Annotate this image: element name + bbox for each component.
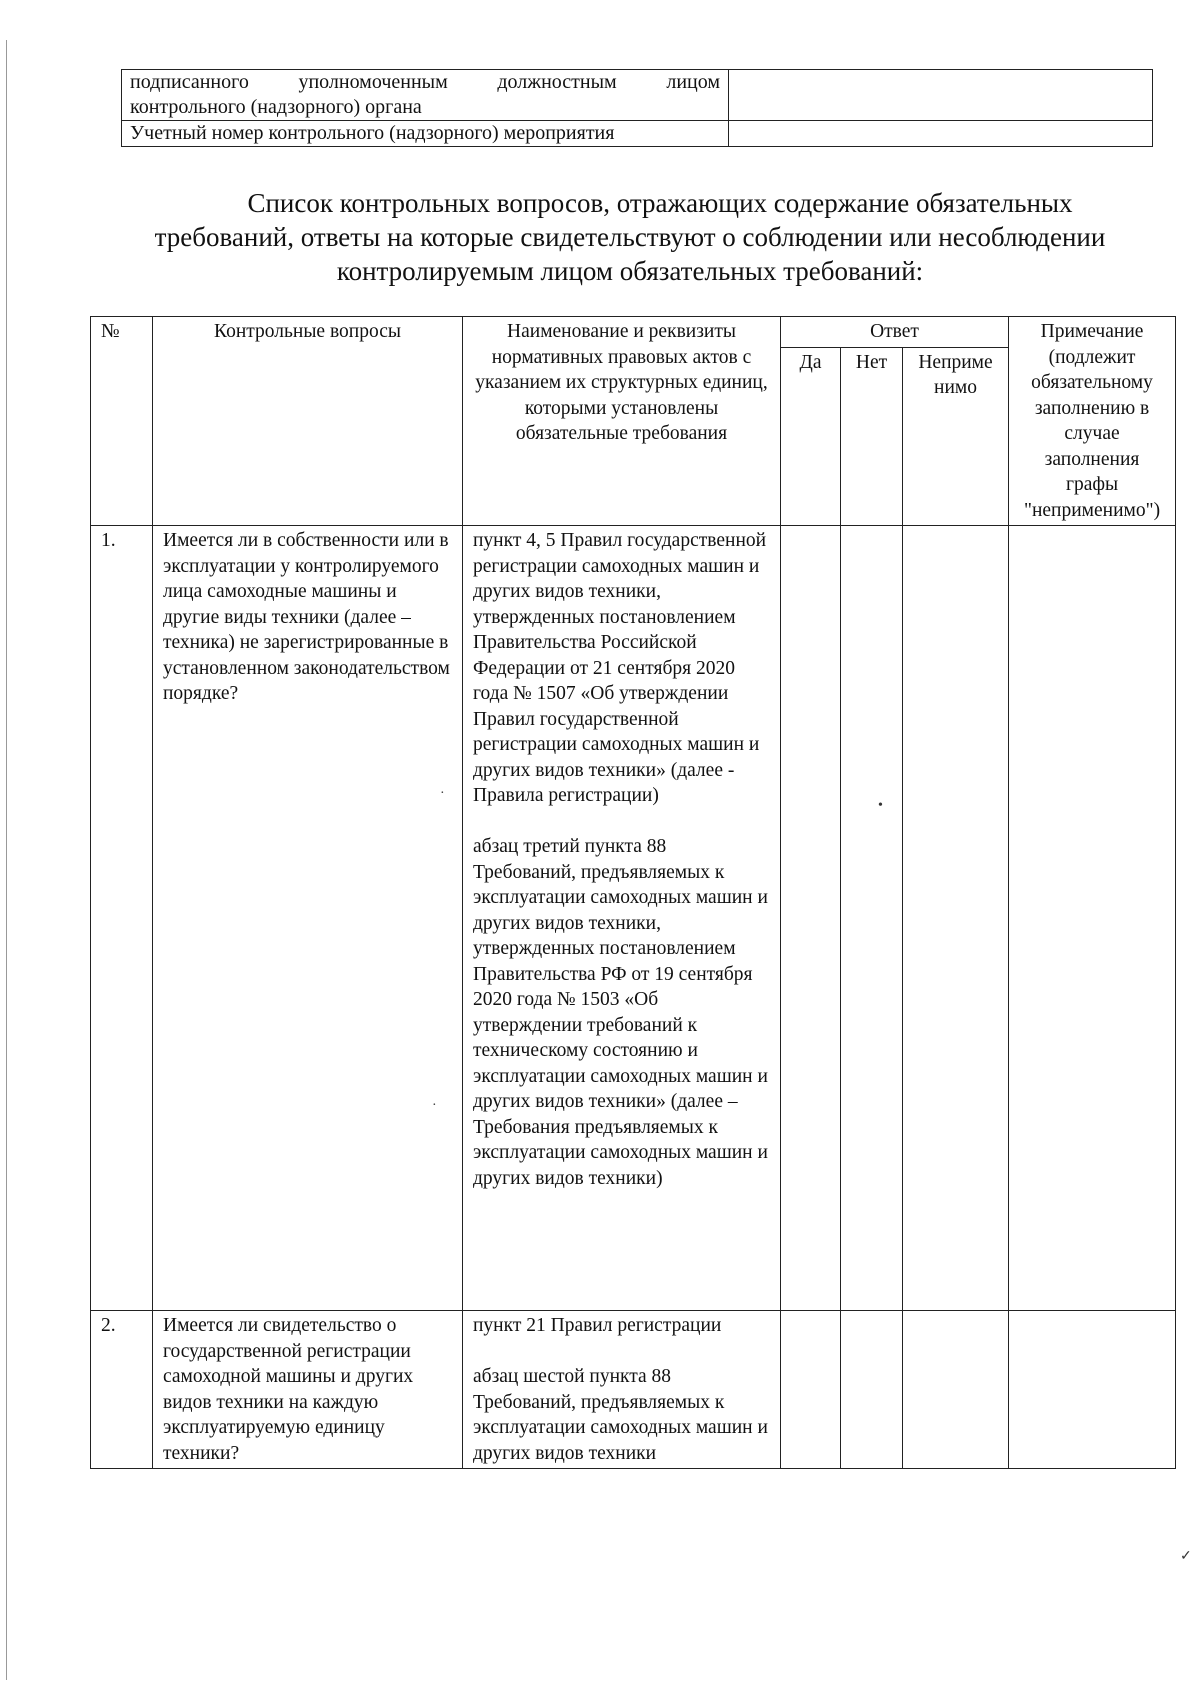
row-acts: пункт 4, 5 Правил государственной регистрации самоходных машин и других видов техники, утвержденных постановлением Правительства Российской Федерации от 21 сентября 2020 года № 1507 «Об утверждении Правил государственной регистрации самоходных машин и других видов техники» (далее - Правила регистрации) абзац третий пункта 88 Требований, предъявляемых к эксплуатации самоходных машин и других видов техники, утвержденных постановлением Правительства РФ от 19 сентября 2020 года № 1503 «Об утверждении требований к техническому состоянию и эксплуатации самоходных машин и других видов техники» (далее – Требования предъявляемых к эксплуатации самоходных машин и других видов техники) <box>463 526 781 1311</box>
scan-speck: ✓ <box>1180 1549 1192 1564</box>
table-row <box>122 70 1153 121</box>
record-value-cell <box>729 121 1153 147</box>
scan-speck: · <box>440 786 445 801</box>
answer-na-cell[interactable] <box>903 526 1009 1311</box>
scan-speck: • <box>878 798 883 813</box>
header-na: Неприме нимо <box>903 347 1009 526</box>
answer-yes-cell[interactable] <box>781 526 841 1311</box>
record-label-cell <box>122 70 729 121</box>
header-no: Нет <box>841 347 903 526</box>
checklist-table <box>90 316 1176 1469</box>
answer-no-cell[interactable] <box>841 526 903 1311</box>
header-note: Примечание (подлежит обязательному заполнению в случае заполнения графы "неприменимо") <box>1009 317 1176 526</box>
row-number: 2. <box>91 1311 153 1469</box>
table-row <box>91 1311 1176 1469</box>
header-row <box>91 317 1176 348</box>
scan-speck: · <box>432 1098 437 1113</box>
header-questions: Контрольные вопросы <box>153 317 463 526</box>
record-label-line: подписанного уполномоченным должностным лицом <box>130 71 720 93</box>
record-info-table <box>121 69 1153 147</box>
title-line: Список контрольных вопросов, отражающих содержание обязательных <box>247 188 1073 218</box>
title-line: контролируемым лицом обязательных требований: <box>336 256 924 286</box>
title-line: требований, ответы на которые свидетельствуют о соблюдении или несоблюдении <box>154 222 1106 252</box>
row-question: Имеется ли в собственности или в эксплуатации у контролируемого лица самоходные машины и другие виды техники (далее – техника) не зарегистрированные в установленном законодательством порядке? <box>153 526 463 1311</box>
record-label-cell: Учетный номер контрольного (надзорного) мероприятия <box>122 121 729 147</box>
header-answer: Ответ <box>781 317 1009 348</box>
note-cell[interactable] <box>1009 1311 1176 1469</box>
answer-no-cell[interactable] <box>841 1311 903 1469</box>
header-yes: Да <box>781 347 841 526</box>
note-cell[interactable] <box>1009 526 1176 1311</box>
header-acts: Наименование и реквизиты нормативных правовых актов с указанием их структурных единиц, которыми установлены обязательные требования <box>463 317 781 526</box>
record-value-cell <box>729 70 1153 121</box>
row-question: Имеется ли свидетельство о государственной регистрации самоходной машины и других видов техники на каждую эксплуатируемую единицу техники? <box>153 1311 463 1469</box>
table-row <box>122 121 1153 147</box>
row-acts: пункт 21 Правил регистрации абзац шестой пункта 88 Требований, предъявляемых к эксплуатации самоходных машин и других видов техники <box>463 1311 781 1469</box>
header-num: № <box>91 317 153 526</box>
row-number: 1. <box>91 526 153 1311</box>
table-row <box>91 526 1176 1311</box>
answer-na-cell[interactable] <box>903 1311 1009 1469</box>
record-label-line: контрольного (надзорного) органа <box>130 96 422 118</box>
page-title <box>120 186 1140 288</box>
answer-yes-cell[interactable] <box>781 1311 841 1469</box>
scan-edge-line <box>6 40 7 1680</box>
